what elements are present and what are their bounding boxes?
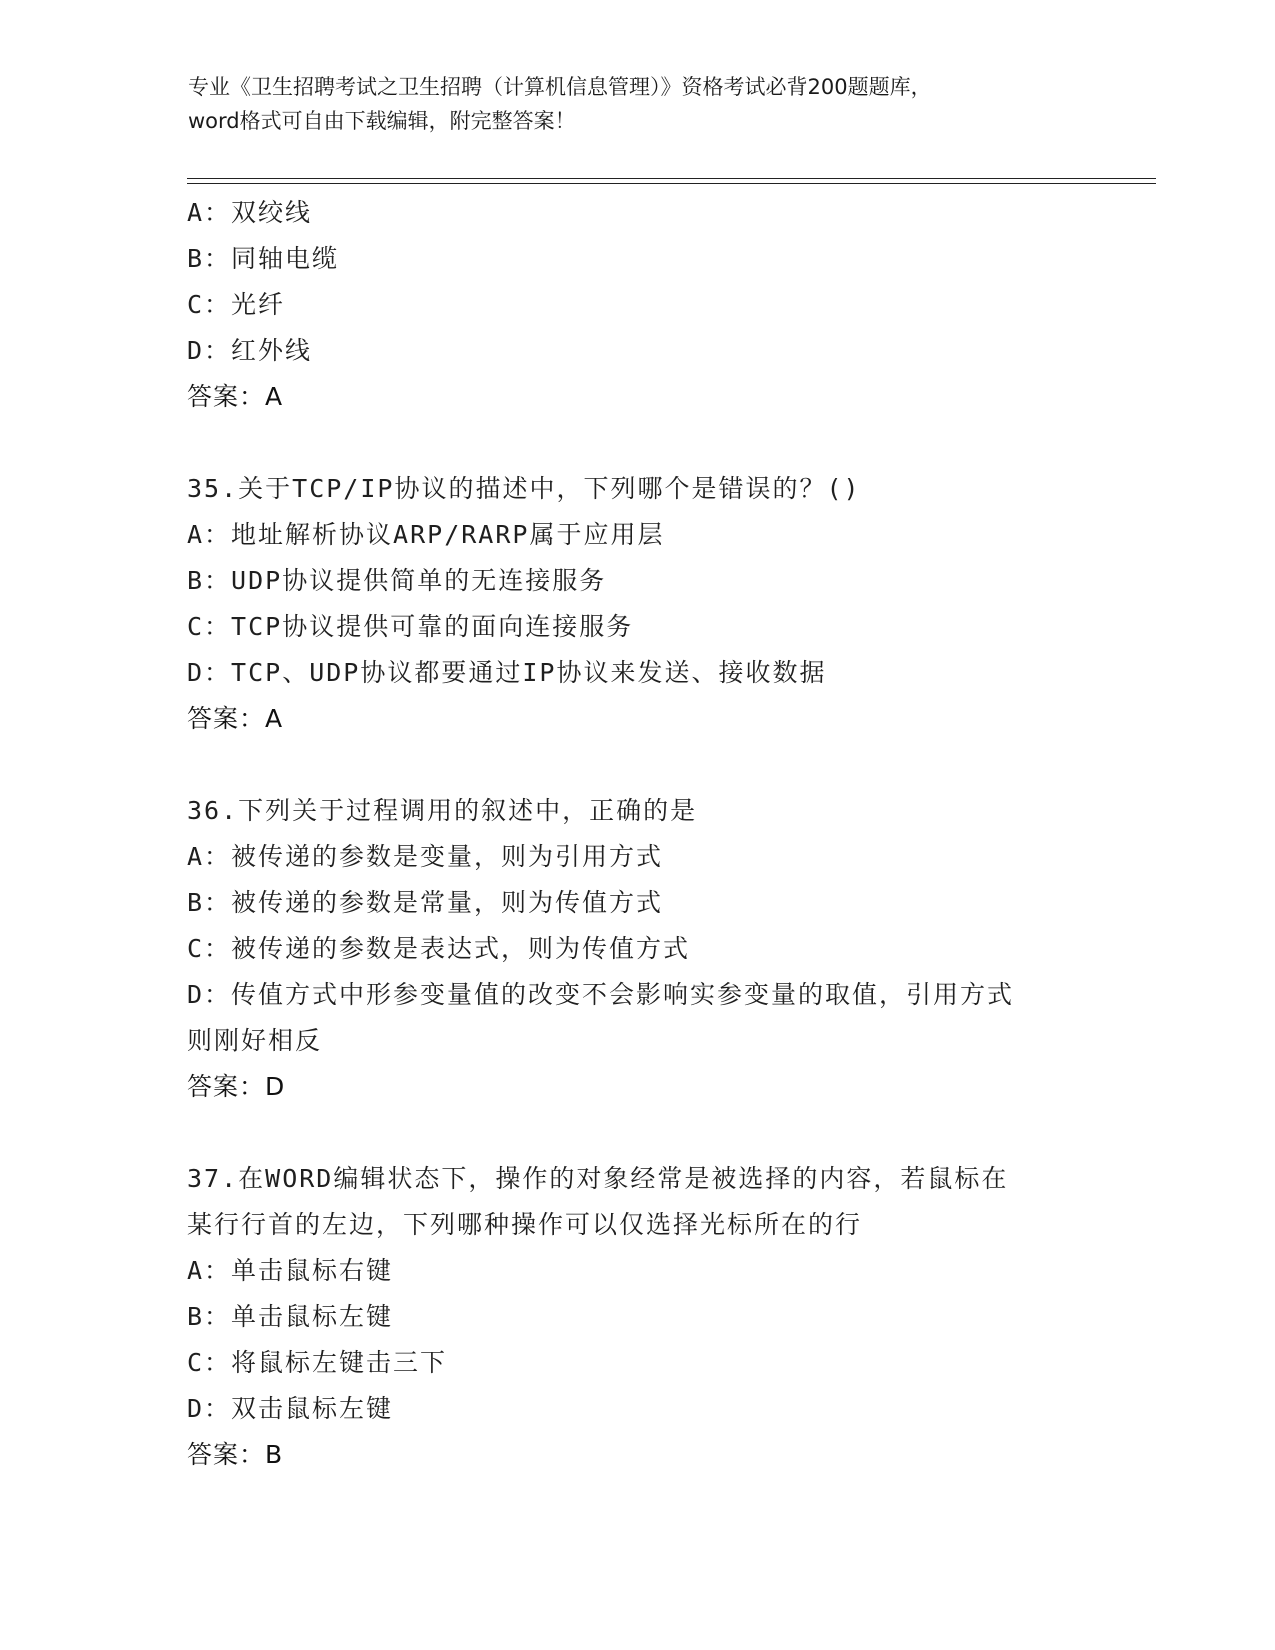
answer: 答案：B	[187, 1440, 284, 1469]
header-line-2: word格式可自由下载编辑，附完整答案！	[188, 109, 576, 133]
question-stem-continued: 某行行首的左边，下列哪种操作可以仅选择光标所在的行	[187, 1210, 863, 1239]
question-34	[187, 190, 1087, 420]
question-37	[187, 1156, 1087, 1478]
option-a: A：地址解析协议ARP/RARP属于应用层	[187, 520, 665, 549]
spacer	[187, 742, 1087, 788]
option-b: B：被传递的参数是常量，则为传值方式	[187, 888, 664, 917]
header-line-1: 专业《卫生招聘考试之卫生招聘（计算机信息管理）》资格考试必背200题题库，	[188, 75, 932, 99]
option-d-continued: 则刚好相反	[187, 1026, 323, 1055]
option-a: A：单击鼠标右键	[187, 1256, 394, 1285]
question-stem: 35.关于TCP/IP协议的描述中，下列哪个是错误的？()	[187, 474, 861, 503]
option-c: C：被传递的参数是表达式，则为传值方式	[187, 934, 691, 963]
option-a: A：被传递的参数是变量，则为引用方式	[187, 842, 664, 871]
question-36	[187, 788, 1087, 1110]
option-c: C：将鼠标左键击三下	[187, 1348, 448, 1377]
question-35	[187, 466, 1087, 742]
option-d: D：双击鼠标左键	[187, 1394, 394, 1423]
option-b: B：同轴电缆	[187, 244, 340, 273]
header-rule-top	[187, 178, 1156, 179]
spacer	[187, 420, 1087, 466]
answer: 答案：A	[187, 382, 284, 411]
option-b: B：单击鼠标左键	[187, 1302, 394, 1331]
option-d: D：TCP、UDP协议都要通过IP协议来发送、接收数据	[187, 658, 827, 687]
option-a: A：双绞线	[187, 198, 313, 227]
spacer	[187, 1110, 1087, 1156]
answer: 答案：A	[187, 704, 284, 733]
header-rule-bottom	[187, 183, 1156, 184]
question-stem: 37.在WORD编辑状态下，操作的对象经常是被选择的内容，若鼠标在	[187, 1164, 1009, 1193]
document-header	[188, 70, 1088, 138]
option-d: D：红外线	[187, 336, 313, 365]
answer: 答案：D	[187, 1072, 286, 1101]
option-c: C：TCP协议提供可靠的面向连接服务	[187, 612, 634, 641]
question-list	[187, 190, 1087, 1478]
question-stem: 36.下列关于过程调用的叙述中，正确的是	[187, 796, 698, 825]
option-d: D：传值方式中形参变量值的改变不会影响实参变量的取值，引用方式	[187, 980, 1015, 1009]
option-c: C：光纤	[187, 290, 286, 319]
option-b: B：UDP协议提供简单的无连接服务	[187, 566, 607, 595]
